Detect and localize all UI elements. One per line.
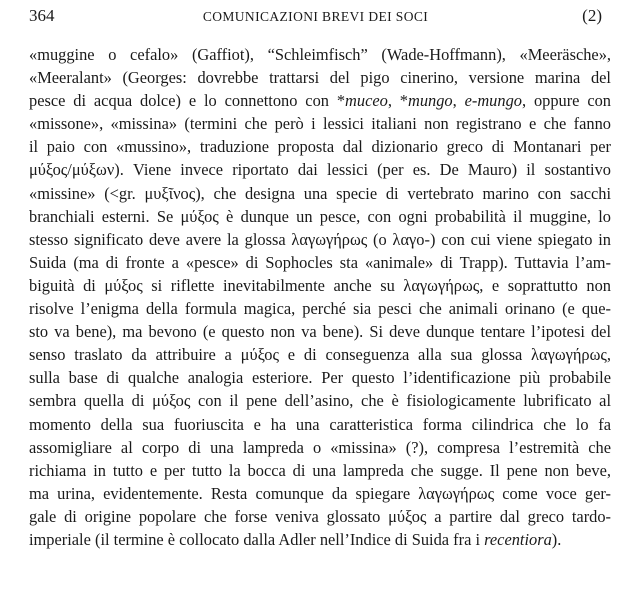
text-segment: pesce di acqua dolce) e lo connettono con * bbox=[29, 91, 346, 111]
text-line bbox=[29, 89, 611, 112]
section-number: (2) bbox=[582, 6, 602, 25]
text-segment: μύξος/μύξων). Viene invece riportato dai lessici (per es. De Mauro) il sostantivo bbox=[29, 160, 611, 180]
text-line bbox=[29, 343, 611, 366]
italic-term: recentiora bbox=[484, 529, 552, 549]
text-segment: gale di origine popolare che forse veniva glossato μύξος a partire dal greco tardo- bbox=[29, 506, 611, 526]
text-line bbox=[29, 459, 611, 482]
text-segment: «missone», «missina» (termini che però i lessici italiani non registrano e che fanno bbox=[29, 114, 611, 134]
body-paragraph bbox=[29, 43, 611, 551]
text-line bbox=[29, 182, 611, 205]
text-line bbox=[29, 320, 611, 343]
text-line bbox=[29, 528, 611, 551]
text-segment: momento della sua fuoriuscita e ha una caratteristica forma cilindrica che lo fa bbox=[29, 414, 611, 434]
text-segment: sto va bene), ma bevono (e questo non va bene). Si deve dunque tentare l’ipotesi del bbox=[29, 322, 611, 342]
text-segment: ). bbox=[551, 529, 562, 549]
text-segment: sulla base di qualche analogia esteriore. Per questo l’identificazione più probabile bbox=[29, 368, 611, 388]
text-segment: assomigliare al corpo di una lampreda o «missina» (?), compresa l’estremità che bbox=[29, 437, 611, 457]
text-line bbox=[29, 205, 611, 228]
text-segment: risolve l’enigma della formula magica, perché sia pesci che animali orinano (e que- bbox=[29, 299, 611, 319]
text-segment: ma urina, evidentemente. Resta comunque da spiegare λαγωγήρως come voce ger- bbox=[29, 483, 611, 503]
text-segment: sembra quella di μύξος con il pene dell’asino, che è fisiologicamente lubrificato al bbox=[29, 391, 611, 411]
text-line bbox=[29, 297, 611, 320]
text-line bbox=[29, 274, 611, 297]
text-line bbox=[29, 482, 611, 505]
text-segment: branchiali esterni. Se μύξος è dunque un pesce, con ogni probabilità il muggine, lo bbox=[29, 206, 611, 226]
text-segment: «Meeralant» (Georges: dovrebbe trattarsi del pigo cinerino, versione marina del bbox=[29, 68, 611, 88]
text-segment: , oppure con bbox=[521, 91, 611, 111]
text-line bbox=[29, 135, 611, 158]
text-line bbox=[29, 251, 611, 274]
text-line bbox=[29, 43, 611, 66]
text-line bbox=[29, 366, 611, 389]
text-line bbox=[29, 413, 611, 436]
text-segment: richiama in tutto e per tutto la bocca di una lampreda che sugge. Il pene non beve, bbox=[29, 460, 611, 480]
text-segment: biguità di μύξος si riflette inevitabilmente anche su λαγωγήρως, e soprattutto non bbox=[29, 275, 611, 295]
italic-term: muceo bbox=[345, 91, 388, 111]
page-header bbox=[29, 6, 602, 32]
text-segment: il paio con «mussino», traduzione proposta dal dizionario greco di Montanari per bbox=[29, 137, 611, 157]
italic-term: e-mungo bbox=[464, 91, 522, 111]
text-line bbox=[29, 436, 611, 459]
text-line bbox=[29, 505, 611, 528]
running-title: COMUNICAZIONI BREVI DEI SOCI bbox=[202, 9, 429, 24]
text-line bbox=[29, 112, 611, 135]
page-number: 364 bbox=[29, 6, 55, 25]
text-segment: stesso significato deve avere la glossa λαγωγήρως (ο λαγο-) con cui viene spiegato in bbox=[29, 229, 611, 249]
italic-term: mungo bbox=[408, 91, 453, 111]
text-segment: «muggine o cefalo» (Gaffiot), “Schleimfisch” (Wade-Hoffmann), «Meeräsche», bbox=[29, 45, 611, 64]
text-line bbox=[29, 66, 611, 89]
text-segment: , * bbox=[387, 91, 408, 111]
text-segment: senso traslato da attribuire a μύξος e di conseguenza alla sua glossa λαγωγήρως, bbox=[29, 345, 611, 365]
text-segment: imperiale (il termine è collocato dalla Adler nell’Indice di Suida fra i bbox=[29, 529, 485, 549]
text-segment: Suida (ma di fronte a «pesce» di Sophocles sta «animale» di Trapp). Tuttavia l’am- bbox=[29, 252, 611, 272]
text-line bbox=[29, 228, 611, 251]
text-line bbox=[29, 389, 611, 412]
text-line bbox=[29, 158, 611, 181]
text-segment: «missine» (<gr. μυξῖνος), che designa una specie di vertebrato marino con sacchi bbox=[29, 183, 611, 203]
text-segment: , bbox=[452, 91, 465, 111]
